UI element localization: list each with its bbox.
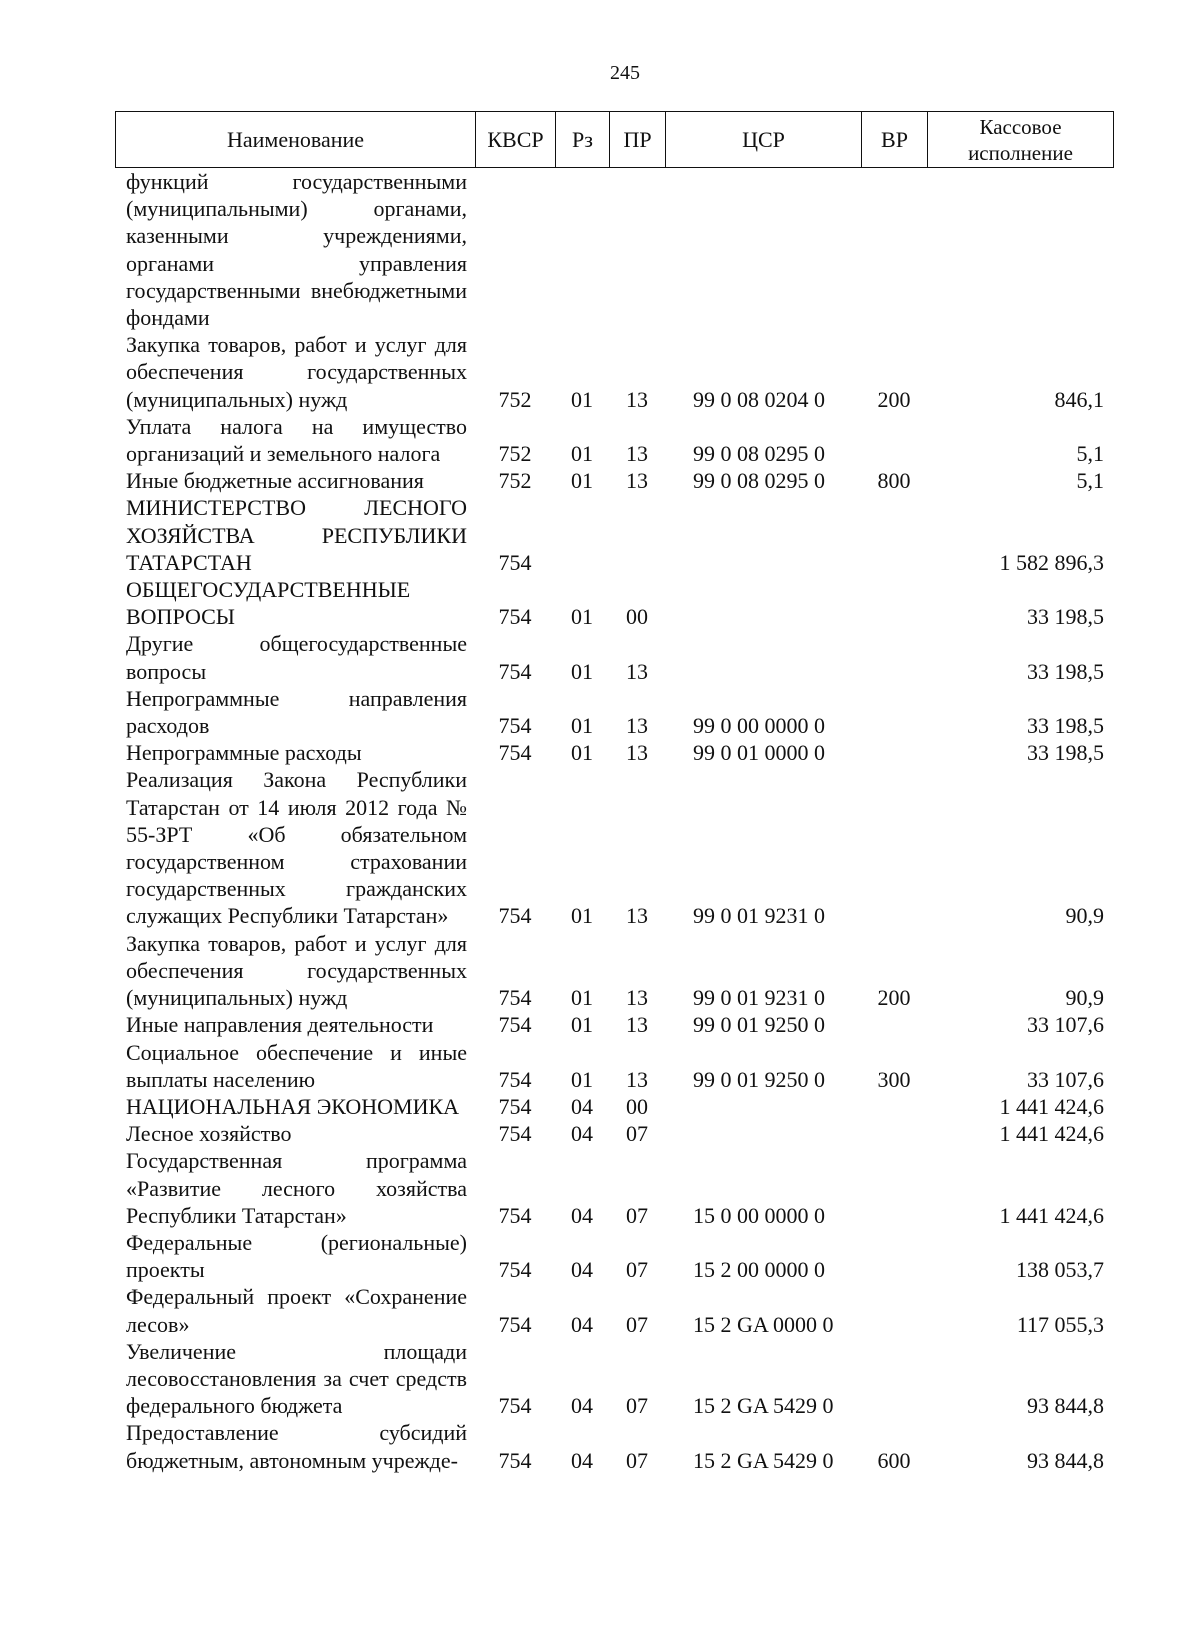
row-pr: 07 (626, 1393, 648, 1419)
row-kvsr: 754 (498, 1393, 532, 1419)
row-vr (861, 630, 927, 684)
row-name: Закупка товаров, работ и услуг для обеспечения государственных (муниципальных) нужд (126, 332, 467, 412)
row-amount: 33 198,5 (1027, 658, 1104, 684)
row-csr: 99 0 01 9231 0 (693, 903, 825, 929)
row-csr (665, 168, 861, 331)
row-name: Закупка товаров, работ и услуг для обеспечения государственных (муниципальных) нужд (126, 930, 467, 1011)
row-rz: 01 (571, 1066, 593, 1092)
table-row (115, 168, 1113, 331)
row-amount (927, 168, 1113, 331)
row-pr: 13 (626, 713, 648, 739)
row-rz: 04 (571, 1311, 593, 1337)
row-amount: 5,1 (1076, 441, 1104, 467)
table-row (115, 1419, 1113, 1473)
header-row (116, 112, 1114, 168)
row-csr: 15 2 00 0000 0 (693, 1257, 825, 1283)
row-csr: 15 0 00 0000 0 (693, 1202, 825, 1228)
row-rz: 01 (571, 903, 593, 929)
row-amount: 846,1 (1054, 386, 1104, 412)
row-vr (861, 168, 927, 331)
row-csr: 99 0 01 9250 0 (693, 1066, 825, 1092)
row-kvsr: 754 (498, 1447, 532, 1473)
row-vr: 600 (877, 1447, 911, 1473)
row-pr: 13 (626, 1066, 648, 1092)
page-number: 245 (610, 62, 640, 84)
row-pr: 00 (626, 604, 648, 630)
row-rz: 01 (571, 658, 593, 684)
row-name: Государственная программа «Развитие лесного хозяйства Республики Татарстан» (126, 1148, 467, 1228)
header-name: Наименование (116, 112, 476, 168)
row-vr: 200 (877, 386, 911, 412)
table-row (115, 413, 1113, 467)
row-pr: 13 (626, 468, 648, 494)
row-vr (861, 413, 927, 467)
row-pr: 13 (626, 903, 648, 929)
row-rz: 04 (571, 1447, 593, 1473)
row-csr (665, 576, 861, 630)
table-row (115, 494, 1113, 576)
row-csr (665, 1120, 861, 1147)
row-pr: 13 (626, 658, 648, 684)
header-amount: Кассовое исполнение (928, 112, 1114, 168)
row-pr: 07 (626, 1447, 648, 1473)
row-kvsr: 752 (498, 441, 532, 467)
row-amount: 33 198,5 (1027, 713, 1104, 739)
row-name: Федеральные (региональные) проекты (126, 1229, 467, 1283)
row-name: МИНИСТЕРСТВО ЛЕСНОГО ХОЗЯЙСТВА РЕСПУБЛИКИ ТАТАРСТАН (126, 495, 467, 575)
row-pr: 13 (626, 441, 648, 467)
row-amount: 1 441 424,6 (999, 1202, 1104, 1228)
budget-table (115, 168, 1113, 1474)
row-rz (555, 168, 609, 331)
row-pr (609, 168, 665, 331)
row-name: Иные направления деятельности (126, 1012, 434, 1038)
table-row (115, 766, 1113, 929)
row-kvsr: 754 (498, 1202, 532, 1228)
row-amount: 90,9 (1065, 903, 1104, 929)
row-name: Предоставление субсидий бюджетным, автономным учрежде- (126, 1420, 467, 1473)
row-kvsr: 754 (498, 903, 532, 929)
header-pr: ПР (610, 112, 666, 168)
row-csr (665, 630, 861, 684)
row-csr: 99 0 01 9231 0 (693, 985, 825, 1011)
row-csr: 99 0 08 0295 0 (693, 441, 825, 467)
header-rz: Рз (556, 112, 610, 168)
row-csr: 15 2 GA 0000 0 (693, 1311, 834, 1337)
row-vr (861, 1283, 927, 1337)
row-vr (861, 494, 927, 576)
row-csr: 99 0 01 0000 0 (693, 740, 825, 766)
row-vr (861, 739, 927, 766)
row-csr: 99 0 08 0204 0 (693, 386, 825, 412)
row-kvsr: 754 (498, 1093, 532, 1119)
row-csr (665, 494, 861, 576)
row-amount: 33 198,5 (1027, 604, 1104, 630)
row-csr (665, 1093, 861, 1120)
row-vr (861, 1093, 927, 1120)
row-vr (861, 576, 927, 630)
table-row (115, 1093, 1113, 1120)
row-amount: 138 053,7 (1016, 1257, 1104, 1283)
row-rz: 04 (571, 1093, 593, 1119)
table-row (115, 930, 1113, 1012)
row-kvsr: 754 (498, 1257, 532, 1283)
row-kvsr: 754 (498, 1311, 532, 1337)
row-vr (861, 1120, 927, 1147)
table-row (115, 331, 1113, 413)
row-kvsr: 754 (498, 549, 532, 575)
table-row (115, 467, 1113, 494)
row-pr: 07 (626, 1202, 648, 1228)
row-amount: 33 198,5 (1027, 740, 1104, 766)
row-vr (861, 766, 927, 929)
header-kvsr: КВСР (476, 112, 556, 168)
row-amount: 93 844,8 (1027, 1447, 1104, 1473)
row-kvsr: 754 (498, 604, 532, 630)
row-name: Социальное обеспечение и иные выплаты населению (126, 1039, 467, 1092)
table-row (115, 1147, 1113, 1229)
row-kvsr (475, 168, 555, 331)
row-csr: 99 0 00 0000 0 (693, 713, 825, 739)
row-amount: 1 441 424,6 (999, 1093, 1104, 1119)
row-rz: 04 (571, 1121, 593, 1147)
row-amount: 1 441 424,6 (999, 1121, 1104, 1147)
row-rz: 01 (571, 468, 593, 494)
row-name: функций государственными (муниципальными) органами, казенными учреждениями, органами управления государственными внебюджетными фондами (126, 169, 467, 331)
row-kvsr: 754 (498, 1121, 532, 1147)
row-name: Реализация Закона Республики Татарстан от 14 июля 2012 года № 55-ЗРТ «Об обязательном государственном страховании государственных гражданских служащих Республики Татарстан» (126, 767, 467, 929)
row-csr: 99 0 08 0295 0 (693, 468, 825, 494)
row-pr: 13 (626, 985, 648, 1011)
row-pr: 07 (626, 1311, 648, 1337)
row-rz: 01 (571, 441, 593, 467)
row-kvsr: 754 (498, 1066, 532, 1092)
row-kvsr: 754 (498, 985, 532, 1011)
row-csr: 15 2 GA 5429 0 (693, 1393, 834, 1419)
row-name: НАЦИОНАЛЬНАЯ ЭКОНОМИКА (126, 1093, 460, 1119)
row-vr: 800 (877, 468, 911, 494)
table-row (115, 1283, 1113, 1337)
row-pr: 13 (626, 386, 648, 412)
row-amount: 90,9 (1065, 985, 1104, 1011)
row-name: ОБЩЕГОСУДАРСТВЕННЫЕ ВОПРОСЫ (126, 577, 411, 630)
row-kvsr: 754 (498, 713, 532, 739)
row-name: Уплата налога на имущество организаций и земельного налога (126, 413, 467, 467)
row-kvsr: 754 (498, 740, 532, 766)
table-row (115, 1039, 1113, 1093)
row-vr (861, 1147, 927, 1229)
table-row (115, 576, 1113, 630)
table-row (115, 1120, 1113, 1147)
row-rz: 01 (571, 985, 593, 1011)
row-kvsr: 754 (498, 1012, 532, 1038)
row-vr: 200 (877, 985, 911, 1011)
row-name: Иные бюджетные ассигнования (126, 468, 424, 494)
row-rz: 04 (571, 1257, 593, 1283)
row-amount: 33 107,6 (1027, 1012, 1104, 1038)
header-csr: ЦСР (666, 112, 862, 168)
row-rz: 01 (571, 713, 593, 739)
table-row (115, 739, 1113, 766)
row-pr: 07 (626, 1121, 648, 1147)
row-rz (555, 494, 609, 576)
row-name: Лесное хозяйство (126, 1121, 292, 1147)
row-pr: 13 (626, 740, 648, 766)
row-name: Федеральный проект «Сохранение лесов» (126, 1284, 467, 1337)
row-rz: 04 (571, 1202, 593, 1228)
header-vr: ВР (862, 112, 928, 168)
row-amount: 1 582 896,3 (999, 549, 1104, 575)
table-row (115, 1011, 1113, 1038)
row-amount: 33 107,6 (1027, 1066, 1104, 1092)
row-kvsr: 752 (498, 468, 532, 494)
row-rz: 01 (571, 1012, 593, 1038)
row-vr: 300 (877, 1066, 911, 1092)
table-row (115, 1229, 1113, 1283)
row-rz: 01 (571, 604, 593, 630)
row-pr: 13 (626, 1012, 648, 1038)
row-pr: 07 (626, 1257, 648, 1283)
table-row (115, 1338, 1113, 1420)
row-pr (609, 494, 665, 576)
row-kvsr: 754 (498, 658, 532, 684)
row-rz: 04 (571, 1393, 593, 1419)
row-name: Непрограммные направления расходов (126, 685, 467, 739)
row-vr (861, 685, 927, 739)
row-vr (861, 1229, 927, 1283)
row-name: Увеличение площади лесовосстановления за счет средств федерального бюджета (126, 1338, 467, 1419)
row-name: Непрограммные расходы (126, 740, 362, 766)
row-kvsr: 752 (498, 386, 532, 412)
row-name: Другие общегосударственные вопросы (126, 631, 467, 684)
row-csr: 99 0 01 9250 0 (693, 1012, 825, 1038)
row-amount: 117 055,3 (1016, 1311, 1104, 1337)
table-row (115, 685, 1113, 739)
row-amount: 93 844,8 (1027, 1393, 1104, 1419)
row-vr (861, 1011, 927, 1038)
row-amount: 5,1 (1076, 468, 1104, 494)
row-rz: 01 (571, 740, 593, 766)
row-csr: 15 2 GA 5429 0 (693, 1447, 834, 1473)
row-rz: 01 (571, 386, 593, 412)
table-header (115, 111, 1114, 168)
row-pr: 00 (626, 1093, 648, 1119)
row-vr (861, 1338, 927, 1420)
table-row (115, 630, 1113, 684)
